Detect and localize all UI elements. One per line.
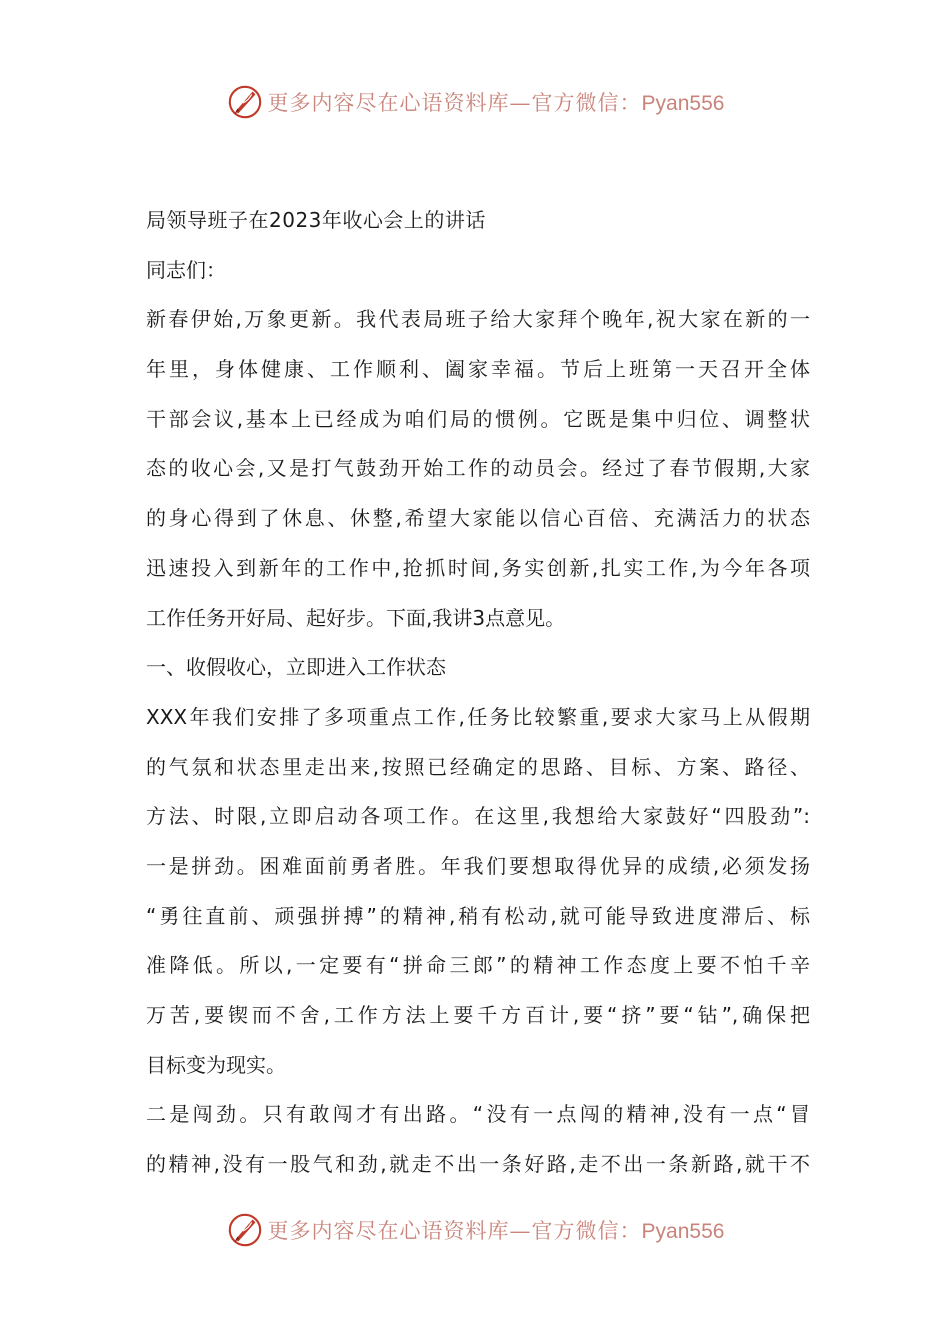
paragraph-chuangjin <box>146 1090 810 1189</box>
text-line: 万苦,要锲而不舍,工作方法上要千方百计,要“挤”要“钻”,确保把 <box>146 1003 810 1027</box>
text-line: 准降低。所以,一定要有“拼命三郎”的精神工作态度上要不怕千辛 <box>146 953 810 978</box>
pen-feather-logo-icon <box>226 1211 264 1249</box>
text-line: 工作任务开好局、起好步。下面,我讲3点意见。 <box>146 605 566 630</box>
watermark-text: 更多内容尽在心语资料库—官方微信：Pyan556 <box>267 91 725 115</box>
document-title: 局领导班子在2023年收心会上的讲话 <box>146 208 486 232</box>
text-line: “勇往直前、顽强拼搏”的精神,稍有松动,就可能导致进度滞后、标 <box>146 903 810 928</box>
text-line: 的精神,没有一股气和劲,就走不出一条好路,走不出一条新路,就干不 <box>146 1152 810 1177</box>
text-line: 目标变为现实。 <box>146 1052 286 1077</box>
text-line: 的气氛和状态里走出来,按照已经确定的思路、目标、方案、路径、 <box>146 754 810 779</box>
section-heading-1: 一、收假收心，立即进入工作状态 <box>146 655 446 680</box>
document-body <box>146 196 810 1190</box>
text-line: 态的收心会,又是打气鼓劲开始工作的动员会。经过了春节假期,大家 <box>146 456 810 481</box>
text-line: 一是拼劲。困难面前勇者胜。年我们要想取得优异的成绩,必须发扬 <box>146 853 810 878</box>
paragraph-opening <box>146 295 810 643</box>
paragraph-pinjin <box>146 842 810 1090</box>
watermark-header <box>0 80 950 124</box>
text-line: 年里，身体健康、工作顺利、阖家幸福。节后上班第一天召开全体 <box>146 357 810 382</box>
watermark-footer <box>0 1208 950 1252</box>
paragraph-work-arrangement <box>146 693 810 842</box>
salutation: 同志们： <box>146 257 226 282</box>
watermark-text: 更多内容尽在心语资料库—官方微信：Pyan556 <box>267 1219 725 1243</box>
pen-feather-logo-icon <box>226 83 264 121</box>
text-line: 二是闯劲。只有敢闯才有出路。“没有一点闯的精神,没有一点“冒 <box>146 1102 810 1127</box>
text-line: 方法、时限,立即启动各项工作。在这里,我想给大家鼓好“四股劲”: <box>146 804 810 829</box>
text-line: 迅速投入到新年的工作中,抢抓时间,务实创新,扎实工作,为今年各项 <box>146 555 810 580</box>
text-line: 干部会议,基本上已经成为咱们局的惯例。它既是集中归位、调整状 <box>146 406 810 431</box>
text-line: 的身心得到了休息、休整,希望大家能以信心百倍、充满活力的状态 <box>146 506 810 531</box>
text-line: XXX年我们安排了多项重点工作,任务比较繁重,要求大家马上从假期 <box>146 704 810 729</box>
text-line: 新春伊始,万象更新。我代表局班子给大家拜个晚年,祝大家在新的一 <box>146 307 810 332</box>
